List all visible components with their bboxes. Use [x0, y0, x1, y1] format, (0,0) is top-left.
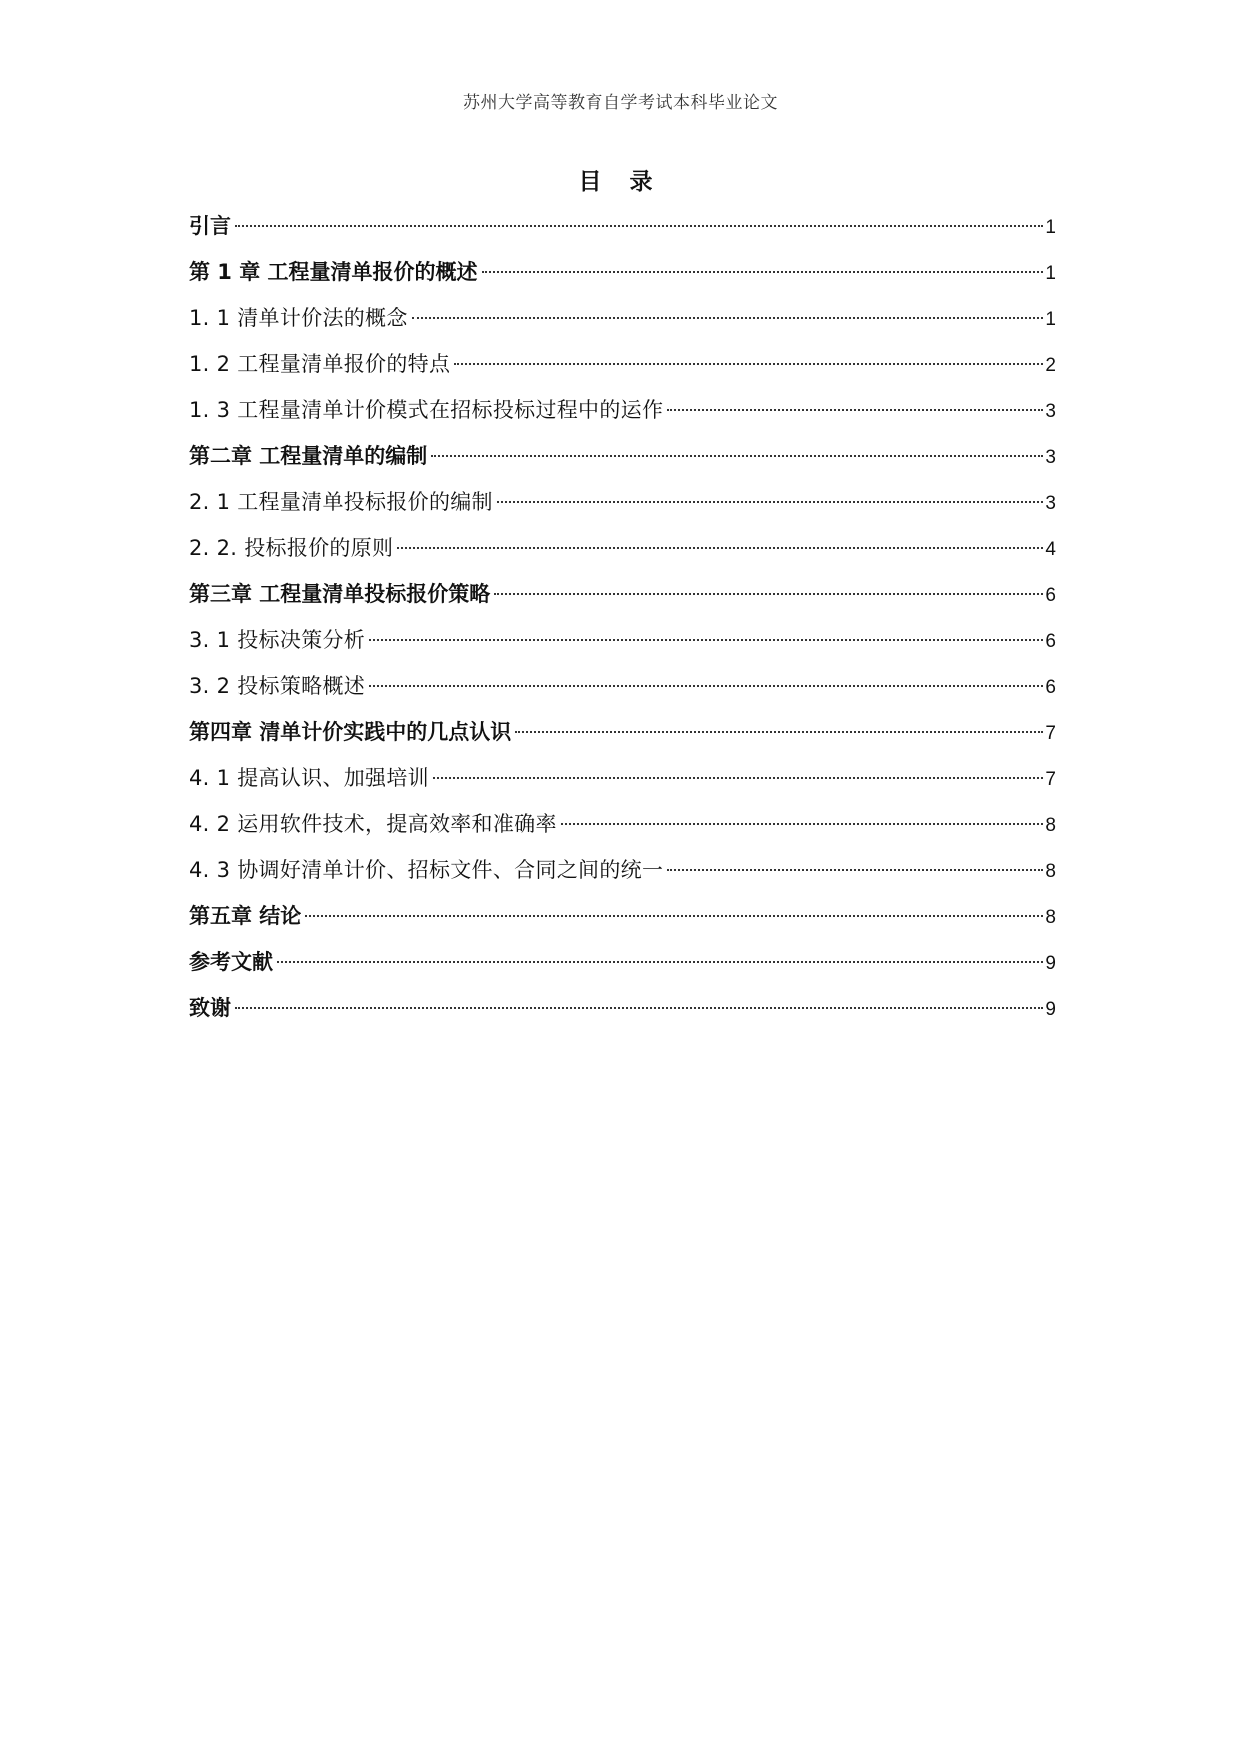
toc-entry-label: 第二章 工程量清单的编制 — [189, 444, 428, 468]
toc-page-number: 2 — [1045, 355, 1056, 376]
toc-page-number: 3 — [1045, 493, 1056, 514]
toc-dot-leader — [235, 1007, 1043, 1009]
toc-entry[interactable] — [189, 944, 1056, 990]
toc-entry-label: 3. 2 投标策略概述 — [189, 674, 366, 698]
toc-page-number: 7 — [1045, 769, 1056, 790]
toc-page-number: 7 — [1045, 723, 1056, 744]
toc-entry-label: 参考文献 — [189, 950, 273, 974]
toc-page-number: 1 — [1045, 263, 1056, 284]
toc-page-number: 4 — [1045, 539, 1056, 560]
toc-dot-leader — [305, 915, 1043, 917]
toc-page-number: 9 — [1045, 999, 1056, 1020]
toc-dot-leader — [667, 409, 1043, 411]
toc-entry-label: 2. 2. 投标报价的原则 — [189, 536, 394, 560]
toc-entry-label: 第五章 结论 — [189, 904, 302, 928]
toc-entry-label: 4. 1 提高认识、加强培训 — [189, 766, 429, 790]
toc-entry[interactable] — [189, 438, 1056, 484]
toc-dot-leader — [433, 777, 1043, 779]
toc-entry[interactable] — [189, 714, 1056, 760]
toc-entry[interactable] — [189, 806, 1056, 852]
toc-entry[interactable] — [189, 990, 1056, 1036]
toc-entry[interactable] — [189, 852, 1056, 898]
toc-entry-label: 第 1 章 工程量清单报价的概述 — [189, 260, 478, 284]
toc-dot-leader — [515, 731, 1043, 733]
toc-page-number: 1 — [1045, 309, 1056, 330]
toc-page-number: 6 — [1045, 631, 1056, 652]
toc-entry-label: 引言 — [189, 214, 231, 238]
table-of-contents — [189, 208, 1056, 1036]
toc-dot-leader — [277, 961, 1043, 963]
toc-page-number: 8 — [1045, 861, 1056, 882]
toc-entry-label: 1. 1 清单计价法的概念 — [189, 306, 408, 330]
toc-dot-leader — [397, 547, 1043, 549]
toc-dot-leader — [494, 593, 1043, 595]
toc-dot-leader — [497, 501, 1044, 503]
toc-entry[interactable] — [189, 392, 1056, 438]
toc-entry[interactable] — [189, 484, 1056, 530]
toc-page-number: 9 — [1045, 953, 1056, 974]
toc-entry[interactable] — [189, 898, 1056, 944]
toc-entry-label: 第四章 清单计价实践中的几点认识 — [189, 720, 512, 744]
toc-entry[interactable] — [189, 300, 1056, 346]
toc-dot-leader — [369, 685, 1043, 687]
toc-entry[interactable] — [189, 668, 1056, 714]
toc-dot-leader — [369, 639, 1043, 641]
toc-page-number: 1 — [1045, 217, 1056, 238]
toc-entry[interactable] — [189, 208, 1056, 254]
page-header: 苏州大学高等教育自学考试本科毕业论文 — [463, 93, 778, 113]
toc-dot-leader — [235, 225, 1043, 227]
toc-entry-label: 3. 1 投标决策分析 — [189, 628, 366, 652]
toc-dot-leader — [667, 869, 1043, 871]
toc-entry[interactable] — [189, 576, 1056, 622]
toc-entry-label: 4. 3 协调好清单计价、招标文件、合同之间的统一 — [189, 858, 664, 882]
toc-entry-label: 1. 2 工程量清单报价的特点 — [189, 352, 451, 376]
toc-entry[interactable] — [189, 530, 1056, 576]
toc-page-number: 8 — [1045, 907, 1056, 928]
toc-page-number: 8 — [1045, 815, 1056, 836]
toc-dot-leader — [454, 363, 1043, 365]
toc-entry-label: 4. 2 运用软件技术，提高效率和准确率 — [189, 812, 557, 836]
toc-entry[interactable] — [189, 346, 1056, 392]
toc-entry[interactable] — [189, 760, 1056, 806]
toc-page-number: 3 — [1045, 447, 1056, 468]
toc-title: 目 录 — [578, 169, 663, 195]
toc-entry-label: 1. 3 工程量清单计价模式在招标投标过程中的运作 — [189, 398, 664, 422]
toc-entry-label: 第三章 工程量清单投标报价策略 — [189, 582, 491, 606]
toc-page-number: 3 — [1045, 401, 1056, 422]
toc-page-number: 6 — [1045, 677, 1056, 698]
toc-entry-label: 致谢 — [189, 996, 231, 1020]
toc-dot-leader — [431, 455, 1043, 457]
toc-entry-label: 2. 1 工程量清单投标报价的编制 — [189, 490, 493, 514]
toc-page-number: 6 — [1045, 585, 1056, 606]
toc-entry[interactable] — [189, 622, 1056, 668]
toc-dot-leader — [561, 823, 1044, 825]
toc-entry[interactable] — [189, 254, 1056, 300]
toc-dot-leader — [482, 271, 1044, 273]
toc-dot-leader — [412, 317, 1044, 319]
